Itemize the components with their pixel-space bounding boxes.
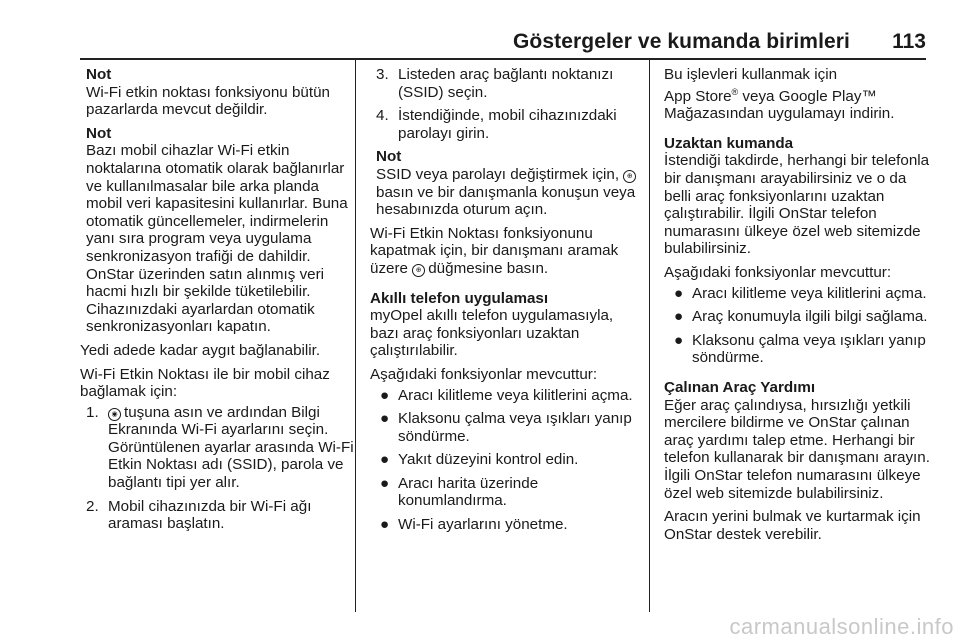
steps-list [80, 404, 355, 533]
bullet-icon: ● [380, 516, 390, 534]
bullet-icon: ● [380, 386, 390, 404]
note-text: Bazı mobil cihazlar Wi-Fi etkin noktalarına otomatik olarak bağlanırlar ve kullanılmasalar bile arka planda mobil veri kapasitesini kullanırlar. Buna otomatik güncellemeler, indirmelerin yanı sıra program veya uygulama senkronizasyon trafiği de dahildir. [86, 142, 348, 265]
bullet-icon: ● [380, 451, 390, 469]
page-header [0, 0, 960, 58]
section-heading: Akıllı telefon uygulaması [370, 289, 549, 307]
list-item: ● Yakıt düzeyini kontrol edin. [380, 451, 579, 469]
list-item: ● Wi-Fi ayarlarını yönetme. [380, 516, 568, 534]
step-text: Listeden araç bağlantı noktanızı (SSID) seçin. [398, 66, 614, 101]
bullet-list [370, 387, 645, 534]
list-item: ● Araç konumuyla ilgili bilgi sağlama. [674, 308, 928, 326]
note-text: OnStar üzerinden satın alınmış veri hacmi hızlı bir şekilde tüketilebilir. [86, 265, 325, 301]
list-item: ● Aracı kilitleme veya kilitlerini açma. [380, 386, 633, 404]
list-item [370, 107, 645, 142]
watermark: carmanualsonline.info [729, 614, 954, 639]
column-divider [355, 60, 356, 612]
list-item: ● Klaksonu çalma veya ışıkları yanıp söndürme. [380, 410, 632, 445]
note-text: Wi-Fi etkin noktası fonksiyonu bütün pazarlarda mevcut değildir. [86, 83, 330, 119]
paragraph: Wi-Fi Etkin Noktası ile bir mobil cihaz bağlamak için: [80, 365, 330, 401]
list-item [80, 498, 355, 533]
bullet-icon: ● [380, 410, 390, 428]
paragraph: Aracın yerini bulmak ve kurtarmak için OnStar destek verebilir. [664, 508, 921, 543]
onstar-icon: ◉ [108, 408, 121, 421]
service-icon: ⊕ [623, 170, 636, 183]
header-divider [80, 58, 926, 60]
service-icon: ⊕ [412, 264, 425, 277]
list-item: ● Aracı harita üzerinde konumlandırma. [380, 474, 539, 510]
list-item [80, 404, 355, 492]
bullet-icon: ● [380, 474, 390, 492]
bullet-icon: ● [674, 331, 684, 349]
page-number: 113 [892, 30, 926, 53]
section-heading: Çalınan Araç Yardımı [664, 378, 816, 396]
note-block [80, 66, 355, 336]
bullet-icon: ● [674, 284, 684, 302]
paragraph: Wi-Fi Etkin Noktası fonksiyonunu kapatmak için, bir danışmanı aramak üzere ⊕ düğmesine basın. [370, 224, 619, 277]
bullet-list [664, 285, 934, 367]
note-text: SSID veya parolayı değiştirmek için, ⊕basın ve bir danışmanla konuşun veya hesabınızda oturum açın. [376, 165, 636, 219]
step-text: Mobil cihazınızda bir Wi-Fi ağı araması başlatın. [108, 497, 312, 533]
bullet-icon: ● [674, 308, 684, 326]
step-number: 2. [86, 497, 99, 515]
list-item: ● Aracı kilitleme veya kilitlerini açma. [674, 284, 927, 302]
column-1 [80, 66, 355, 539]
note-title: Not [86, 66, 112, 83]
page-title: Göstergeler ve kumanda birimleri [513, 30, 850, 53]
list-item [370, 66, 645, 101]
note-text: Cihazınızdaki ayarlardan otomatik senkronizasyonları kapatın. [86, 300, 315, 336]
list-item: ● Klaksonu çalma veya ışıkları yanıp söndürme. [674, 331, 926, 367]
steps-list [370, 66, 645, 142]
paragraph: Aşağıdaki fonksiyonlar mevcuttur: [664, 264, 892, 281]
step-number: 3. [376, 66, 389, 83]
paragraph: Eğer araç çalındıysa, hırsızlığı yetkili mercilere bildirme ve OnStar çalınan araç yardımı talep etme. Herhangi bir telefon kullanarak bir danışmanı arayın. İlgili OnStar telefon numarasını ülkeye özel web sitemizde bulabilirsiniz. [664, 396, 930, 502]
note-title: Not [86, 124, 112, 142]
note-block [370, 148, 645, 218]
note-title: Not [376, 148, 402, 166]
section-heading: Uzaktan kumanda [664, 134, 794, 152]
column-3 [664, 66, 934, 549]
paragraph: Yedi adede kadar aygıt bağlanabilir. [80, 341, 321, 359]
column-divider [649, 60, 650, 612]
step-number: 4. [376, 107, 389, 125]
step-text: İstendiğinde, mobil cihazınızdaki parolayı girin. [398, 107, 617, 142]
column-2 [370, 66, 645, 540]
paragraph: Aşağıdaki fonksiyonlar mevcuttur: [370, 365, 598, 383]
paragraph: myOpel akıllı telefon uygulamasıyla, bazı araç fonksiyonları uzaktan çalıştırılabilir. [370, 307, 614, 360]
step-number: 1. [86, 403, 99, 421]
paragraph: İstendiği takdirde, herhangi bir telefonla bir danışmanı arayabilirsiniz ve o da belli araç fonksiyonlarını uzaktan çalıştırabilir. İlgili OnStar telefon numarasını ülkeye özel web sitemizde bulabilirsiniz. [664, 152, 930, 258]
paragraph: Bu işlevleri kullanmak için App Store® veya Google Play™ Mağazasından uygulamayı indirin. [664, 66, 895, 123]
step-text: tuşuna asın ve ardından Bilgi Ekranında Wi-Fi ayarlarını seçin. Görüntülenen ayarlar arasında Wi-Fi Etkin Noktası adı (SSID), parola ve bağlantı tipi yer alır. [108, 403, 354, 492]
